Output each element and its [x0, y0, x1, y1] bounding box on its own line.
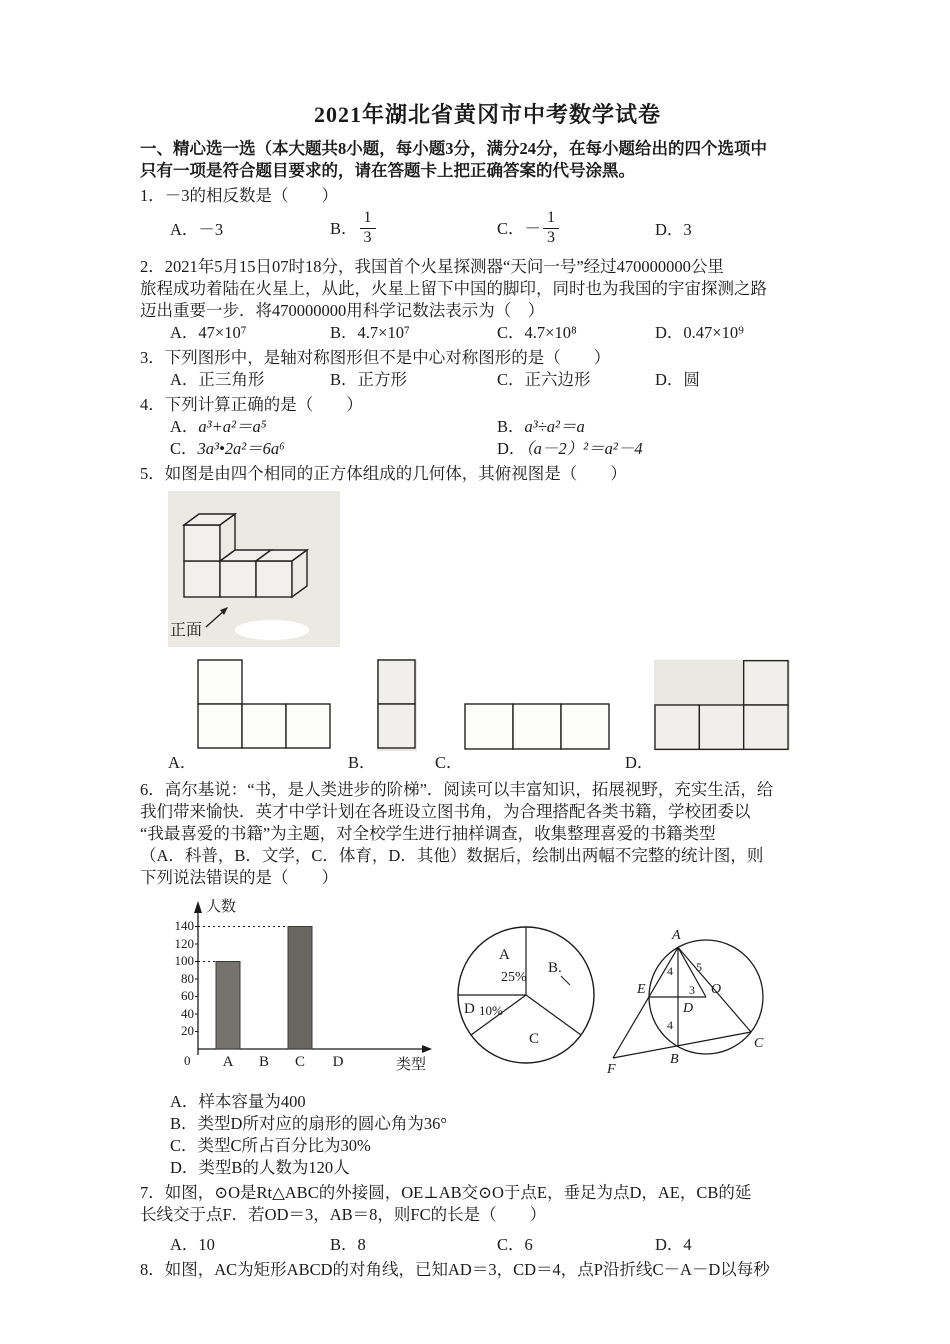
bar-chart	[168, 895, 443, 1087]
question-7-text: 7．如图，⊙O是Rt△ABC的外接圆，OE⊥AB交⊙O于点E，垂足为点D，AE，CB的延	[140, 1183, 752, 1202]
question-8-text: 8．如图，AC为矩形ABCD的对角线，已知AD＝3，CD＝4，点P沿折线C－A－D以每秒	[140, 1260, 770, 1279]
svg-text:D: D	[332, 1054, 344, 1070]
q4-option-a: A．a³+a²＝a⁵	[170, 417, 267, 436]
question-4	[140, 394, 835, 460]
y-axis-label: 人数	[206, 899, 237, 915]
q5-option-b-label: B．	[348, 753, 376, 772]
q1-option-a: A．－3	[170, 220, 224, 239]
question-5-answer-figures	[168, 657, 835, 775]
q3-option-c: C．正六边形	[497, 370, 591, 389]
q7-option-a: A．10	[170, 1235, 215, 1254]
question-4-options-row2	[170, 438, 835, 460]
question-1-text: 1．－3的相反数是（ ）	[140, 186, 338, 205]
question-7-options	[170, 1234, 835, 1256]
q1-option-b: B． $\frac{1}{3}$	[330, 212, 497, 249]
question-6-text: 6．高尔基说：“书，是人类进步的阶梯”．阅读可以丰富知识，拓展视野，充实生活，给	[140, 780, 774, 799]
exam-document	[140, 104, 835, 1281]
x-axis-label: 类型	[396, 1057, 427, 1073]
q1-option-c: C．－ $\frac{1}{3}$	[497, 212, 655, 249]
top-view-d	[654, 659, 790, 751]
svg-text:3: 3	[689, 983, 695, 997]
q6-option-b: B．类型D所对应的扇形的圆心角为36°	[170, 1114, 448, 1133]
question-2-text: 旅程成功着陆在火星上，从此，火星上留下中国的脚印，同时也为我国的宇宙探测之路	[140, 279, 767, 298]
question-2	[140, 256, 835, 344]
top-view-c	[464, 703, 610, 751]
q7-option-b: B．8	[330, 1235, 366, 1254]
q3-option-d: D．圆	[655, 370, 700, 389]
q5-figure-option-c	[435, 657, 625, 775]
svg-text:60: 60	[181, 988, 194, 1003]
pie-chart	[451, 917, 606, 1067]
svg-text:100: 100	[174, 953, 194, 968]
question-8	[140, 1259, 835, 1281]
svg-text:140: 140	[174, 918, 194, 933]
question-6-text: （A．科普，B．文学，C．体育，D．其他）数据后，绘制出两幅不完整的统计图，则	[140, 846, 764, 865]
svg-text:4: 4	[667, 964, 673, 978]
q5-figure-option-b	[348, 657, 435, 775]
redaction-blob	[235, 620, 309, 640]
q5-option-a-label: A．	[168, 753, 197, 772]
q1-option-d: D．3	[655, 220, 692, 239]
q2-option-b: B．4.7×10⁷	[330, 323, 410, 342]
svg-text:F: F	[607, 1062, 616, 1077]
cube-stack-figure	[168, 491, 340, 647]
svg-text:A: A	[672, 928, 681, 943]
x-axis-arrow-icon	[422, 1045, 432, 1053]
section-heading-line2: 只有一项是符合题目要求的，请在答题卡上把正确答案的代号涂黑。	[140, 161, 635, 180]
section-heading	[140, 138, 835, 182]
y-axis-arrow-icon	[194, 901, 202, 913]
q6-option-a: A．样本容量为400	[170, 1092, 306, 1111]
question-5-text: 5．如图是由四个相同的正方体组成的几何体，其俯视图是（ ）	[140, 464, 627, 483]
question-6-text: “我最喜爱的书籍”为主题，对全校学生进行抽样调查，收集整理喜爱的书籍类型	[140, 824, 716, 843]
pie-pct-a: 25%	[501, 970, 527, 985]
question-7	[140, 1182, 835, 1256]
q6-option-c: C．类型C所占百分比为30%	[170, 1136, 371, 1155]
page-title: 2021年湖北省黄冈市中考数学试卷	[313, 102, 661, 127]
question-3-options	[170, 369, 835, 391]
question-5	[140, 463, 835, 775]
svg-text:B: B	[258, 1054, 270, 1070]
y-tick-labels	[175, 918, 195, 1038]
circle-geometry-figure	[606, 915, 811, 1081]
svg-text:5: 5	[696, 960, 702, 974]
svg-text:120: 120	[174, 936, 194, 951]
question-6-charts	[168, 895, 835, 1087]
top-view-b	[377, 659, 417, 751]
fraction: $\frac{1}{3}$	[360, 210, 376, 247]
pie-b-tick	[561, 976, 570, 985]
svg-text:E: E	[637, 982, 646, 997]
question-3	[140, 347, 835, 391]
pie-label-b: B.	[548, 960, 562, 976]
origin-label: 0	[184, 1053, 191, 1068]
question-4-text: 4．下列计算正确的是（ ）	[140, 395, 363, 414]
question-2-text: 2．2021年5月15日07时18分，我国首个火星探测器“天问一号”经过470000000公里	[140, 257, 724, 276]
svg-text:80: 80	[181, 971, 194, 986]
svg-text:B: B	[670, 1052, 679, 1067]
svg-text:4: 4	[667, 1018, 673, 1032]
front-face-label: 正面	[170, 622, 203, 639]
fraction: $\frac{1}{3}$	[543, 210, 559, 247]
question-2-text: 迈出重要一步．将470000000用科学记数法表示为（ ）	[140, 301, 545, 320]
question-7-text: 长线交于点F．若OD＝3，AB＝8，则FC的长是（ ）	[140, 1205, 547, 1224]
q7-option-c: C．6	[497, 1235, 533, 1254]
pie-label-c: C	[529, 1031, 540, 1047]
x-category-labels	[223, 1054, 344, 1070]
q5-option-d-label: D．	[625, 753, 654, 772]
svg-text:40: 40	[181, 1006, 194, 1021]
svg-text:O: O	[711, 982, 722, 997]
bar-C	[288, 927, 312, 1050]
measure-labels	[667, 960, 702, 1032]
question-4-options-row1	[170, 416, 835, 438]
question-6-text: 我们带来愉快．英才中学计划在各班设立图书角，为合理搭配各类书籍，学校团委以	[140, 802, 751, 821]
question-1-options	[170, 207, 835, 253]
bar-A	[216, 962, 240, 1050]
q4-option-c: C．3a³•2a²＝6a⁶	[170, 439, 285, 458]
top-view-a	[197, 659, 333, 751]
question-1	[140, 185, 835, 253]
pie-pct-d: 10%	[479, 1003, 503, 1018]
q6-option-d: D．类型B的人数为120人	[170, 1158, 350, 1177]
svg-text:C: C	[294, 1054, 306, 1070]
question-6-text: 下列说法错误的是（ ）	[140, 868, 338, 887]
question-2-options	[170, 322, 835, 344]
q3-option-b: B．正方形	[330, 370, 408, 389]
q4-option-d: D．（a－2）²＝a²－4	[497, 439, 643, 458]
q2-option-c: C．4.7×10⁸	[497, 323, 577, 342]
question-5-figure	[168, 491, 835, 647]
q5-figure-option-d	[625, 657, 790, 775]
svg-text:D: D	[683, 1001, 694, 1016]
svg-text:A: A	[222, 1054, 234, 1070]
svg-text:C: C	[754, 1036, 764, 1051]
q5-figure-option-a	[168, 657, 348, 775]
question-3-text: 3．下列图形中，是轴对称图形但不是中心对称图形的是（ ）	[140, 348, 611, 367]
q2-option-a: A．47×10⁷	[170, 323, 247, 342]
section-heading-line1: 一、精心选一选（本大题共8小题，每小题3分，满分24分，在每小题给出的四个选项中	[140, 139, 767, 158]
q7-option-d: D．4	[655, 1235, 692, 1254]
q3-option-a: A．正三角形	[170, 370, 265, 389]
question-6	[140, 779, 835, 1179]
q2-option-d: D．0.47×10⁹	[655, 323, 744, 342]
q5-option-c-label: C．	[435, 753, 463, 772]
pie-label-d: D	[464, 1001, 475, 1017]
svg-text:20: 20	[181, 1023, 194, 1038]
q4-option-b: B．a³÷a²＝a	[497, 417, 585, 436]
pie-label-a: A	[499, 947, 510, 963]
